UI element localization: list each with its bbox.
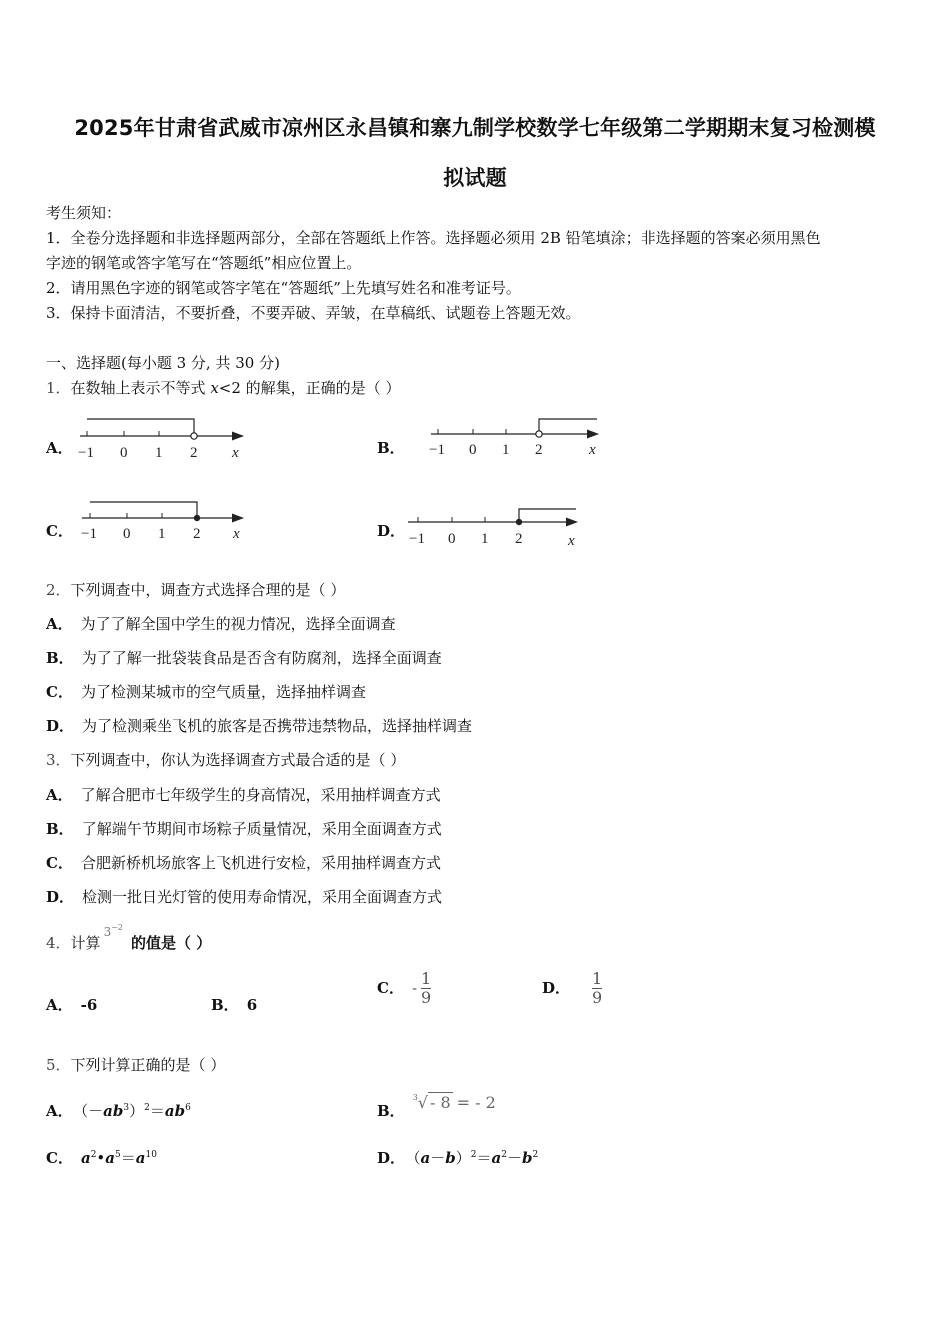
tick-label: 0: [120, 445, 128, 461]
expr-exponent: 2: [501, 1150, 508, 1160]
notice-item1: 1．全卷分选择题和非选择题两部分，全部在答题纸上作答。选择题必须用 2B 铅笔填涂；非选择题的答案必须用黑色: [46, 229, 821, 247]
expr-variable: ab: [103, 1102, 124, 1120]
question-number: 5．: [46, 1056, 71, 1074]
question-number: 4．: [46, 934, 71, 952]
notice-item1-cont: 字迹的钢笔或答字笔写在“答题纸”相应位置上。: [46, 254, 362, 272]
q4-option-c[interactable]: [377, 970, 431, 1007]
expr-variable: a: [105, 1149, 116, 1167]
q3-option-b[interactable]: [46, 818, 442, 839]
expr-variable: ab: [164, 1102, 186, 1120]
option-text: 检测一批日光灯管的使用寿命情况，采用全面调查方式: [82, 888, 443, 906]
option-text: -6: [80, 996, 98, 1014]
fraction-numerator: 1: [421, 969, 432, 988]
q3-option-c[interactable]: [46, 852, 441, 873]
q2-option-c[interactable]: [46, 681, 366, 702]
number-line-b: [427, 412, 607, 468]
section-heading: 一、选择题(每小题 3 分, 共 30 分): [46, 354, 280, 372]
option-label: C．: [46, 683, 73, 701]
q5-option-c[interactable]: [46, 1147, 157, 1168]
expr-variable: b: [445, 1149, 456, 1167]
option-text: 了解合肥市七年级学生的身高情况，采用抽样调查方式: [80, 786, 441, 804]
tick-label: 2: [535, 442, 543, 458]
power-exponent: −2: [111, 923, 123, 932]
q1-option-b[interactable]: [377, 437, 413, 458]
question-3-stem: [46, 749, 405, 770]
expr-variable: b: [522, 1149, 533, 1167]
tick-label: −1: [78, 445, 94, 461]
expr-exponent: 10: [145, 1150, 157, 1160]
axis-variable: x: [233, 526, 240, 542]
question-number: 2．: [46, 581, 71, 599]
stem-text: 下列计算正确的是（ ）: [70, 1056, 226, 1074]
expr-part: －: [430, 1149, 446, 1167]
expr-exponent: 3: [123, 1103, 130, 1113]
option-text: 了解端午节期间市场粽子质量情况，采用全面调查方式: [81, 820, 442, 838]
axis-variable: x: [589, 442, 596, 458]
question-number: 1．: [46, 379, 71, 397]
q2-option-b[interactable]: [46, 647, 442, 668]
stem-text: 下列调查中，调查方式选择合理的是（ ）: [70, 581, 346, 599]
tick-label: 0: [469, 442, 477, 458]
option-label: A．: [46, 786, 73, 804]
q5-option-d[interactable]: [377, 1147, 538, 1168]
axis-variable: x: [232, 445, 239, 461]
q3-option-d[interactable]: [46, 886, 442, 907]
option-text: 为了了解一批袋装食品是否含有防腐剂，选择全面调查: [81, 649, 442, 667]
option-label: B．: [46, 649, 74, 667]
option-label: B．: [211, 996, 239, 1014]
stem-text: 计算: [70, 934, 101, 952]
expr-variable: a: [135, 1149, 146, 1167]
radicand: - 8: [429, 1093, 451, 1112]
root-index: 3: [412, 1093, 418, 1102]
option-label: C．: [46, 522, 73, 540]
q2-option-a[interactable]: [46, 613, 396, 634]
option-label: A．: [46, 996, 73, 1014]
option-label: C．: [377, 978, 404, 997]
tick-label: 0: [123, 526, 131, 542]
option-text: 6: [246, 996, 258, 1014]
expr-exponent: 6: [185, 1103, 191, 1113]
q4-option-b[interactable]: [211, 994, 257, 1015]
axis-variable: x: [568, 533, 575, 549]
expr-part: •: [96, 1149, 106, 1167]
option-text: 合肥新桥机场旅客上飞机进行安检，采用抽样调查方式: [80, 854, 441, 872]
stem-text: 下列调查中，你认为选择调查方式最合适的是（ ）: [70, 751, 406, 769]
option-label: C．: [46, 1149, 73, 1167]
option-label: A．: [46, 615, 73, 633]
option-text: 为了检测乘坐飞机的旅客是否携带违禁物品，选择抽样调查: [82, 717, 473, 735]
fraction: [592, 970, 602, 1007]
option-label: B．: [377, 439, 405, 457]
tick-label: 1: [481, 531, 489, 547]
tick-label: 2: [190, 445, 198, 461]
expr-exponent: 2: [532, 1150, 539, 1160]
fraction-denominator: 9: [592, 988, 603, 1007]
expr-part: ＝: [476, 1149, 492, 1167]
option-label: A．: [46, 1102, 73, 1120]
number-line-a: [76, 412, 256, 468]
question-number: 3．: [46, 751, 71, 769]
expr-variable: a: [420, 1149, 431, 1167]
option-label: B．: [377, 1102, 405, 1120]
expr-part: －: [507, 1149, 523, 1167]
tick-label: −1: [409, 531, 425, 547]
fraction: [421, 970, 431, 1007]
q5-option-a[interactable]: [46, 1100, 191, 1121]
option-label: D．: [46, 888, 75, 906]
expr-exponent: 2: [470, 1150, 477, 1160]
option-label: C．: [46, 854, 73, 872]
expr-part: ）: [129, 1102, 145, 1120]
tick-label: 2: [515, 531, 523, 547]
question-2-stem: [46, 579, 345, 600]
q3-option-a[interactable]: [46, 784, 441, 805]
q5-option-b[interactable]: [377, 1092, 496, 1120]
expr-exponent: 2: [144, 1103, 150, 1113]
question-4-stem: [46, 923, 212, 953]
page-title-line2: 拟试题: [443, 166, 507, 190]
tick-label: 2: [193, 526, 201, 542]
page-title-line1: 2025年甘肃省武威市凉州区永昌镇和寨九制学校数学七年级第二学期期末复习检测模: [74, 116, 876, 140]
expr-variable: a: [491, 1149, 502, 1167]
expr-part: （: [413, 1149, 421, 1167]
tick-label: −1: [429, 442, 445, 458]
fraction-sign: -: [411, 978, 418, 997]
q4-option-d[interactable]: [542, 970, 602, 1007]
radical-sign-icon: √: [417, 1093, 428, 1112]
option-label: D．: [377, 522, 406, 540]
stem-text: 的值是（ ）: [131, 934, 212, 952]
q4-option-a[interactable]: [46, 994, 97, 1015]
option-label: D．: [377, 1149, 406, 1167]
tick-label: 1: [502, 442, 510, 458]
tick-label: −1: [81, 526, 97, 542]
notice-heading: 考生须知：: [46, 204, 122, 222]
stem-text: 在数轴上表示不等式: [70, 379, 211, 397]
expr-part: ＝: [120, 1149, 136, 1167]
option-text: 为了了解全国中学生的视力情况，选择全面调查: [80, 615, 396, 633]
expr-part: （－: [80, 1102, 104, 1120]
option-label: D．: [542, 978, 571, 997]
question-5-stem: [46, 1054, 225, 1075]
expr-part: ＝: [149, 1102, 165, 1120]
option-text: 为了检测某城市的空气质量，选择抽样调查: [80, 683, 366, 701]
number-line-d: [404, 502, 584, 558]
expr-exponent: 2: [90, 1150, 97, 1160]
tick-label: 1: [158, 526, 166, 542]
stem-text: <2 的解集，正确的是（ ）: [218, 379, 401, 397]
number-line-c: [76, 495, 256, 551]
fraction-numerator: 1: [592, 969, 603, 988]
expr-part: ）: [455, 1149, 471, 1167]
expr-variable: a: [80, 1149, 91, 1167]
q2-option-d[interactable]: [46, 715, 472, 736]
power-base: 3: [103, 925, 112, 939]
expr-rhs: = - 2: [456, 1093, 496, 1112]
notice-item3: 3．保持卡面清洁，不要折叠，不要弄破、弄皱，在草稿纸、试题卷上答题无效。: [46, 304, 581, 322]
tick-label: 0: [448, 531, 456, 547]
notice-item2: 2．请用黑色字迹的钢笔或答字笔在“答题纸”上先填写姓名和准考证号。: [46, 279, 521, 297]
fraction-denominator: 9: [421, 988, 432, 1007]
option-label: A．: [46, 439, 73, 457]
question-1-stem: [46, 377, 400, 398]
option-label: B．: [46, 820, 74, 838]
expr-exponent: 5: [115, 1150, 121, 1160]
tick-label: 1: [155, 445, 163, 461]
stem-variable: x: [210, 379, 219, 397]
option-label: D．: [46, 717, 75, 735]
